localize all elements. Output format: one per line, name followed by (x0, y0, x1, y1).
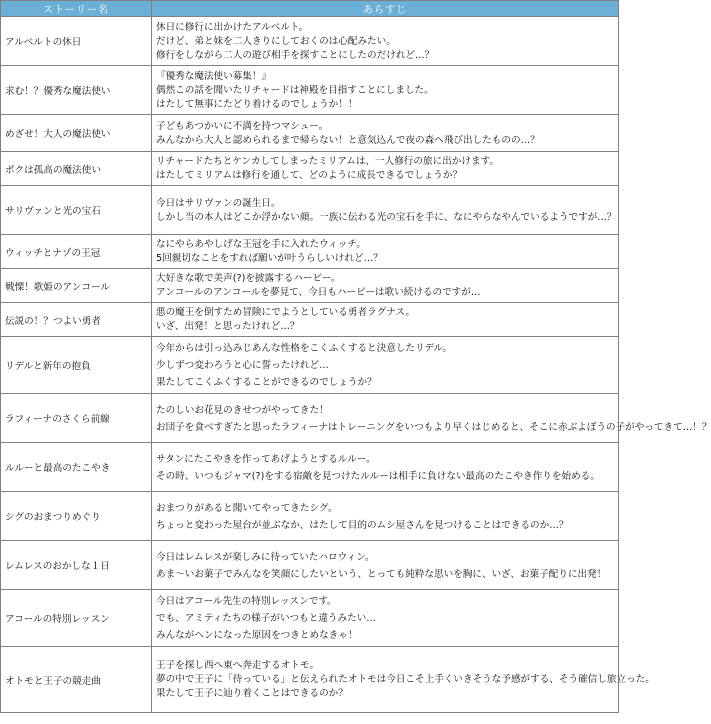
table-row (1, 235, 619, 269)
header-row (1, 1, 619, 17)
story-name: アコールの特別レッスン (1, 590, 152, 647)
story-name: 求む！？優秀な魔法使い (1, 66, 152, 115)
story-name: ラフィーナのさくら前線 (1, 394, 152, 443)
table-row (1, 186, 619, 235)
table-row (1, 152, 619, 186)
story-name: ウィッチとナゾの王冠 (1, 235, 152, 269)
table-row (1, 443, 619, 492)
synopsis-line: はたしてミリアムは修行を通して、どのように成長できるでしょうか？ (156, 170, 463, 181)
synopsis-line: 少しずつ変わろうと心に誓ったけれど… (156, 360, 329, 371)
story-name: めざせ！大人の魔法使い (1, 115, 152, 152)
synopsis-line: 5回親切なことをすれば願いが叶うらしいけれど…？ (156, 253, 383, 264)
story-name: ルルーと最高のたこやき (1, 443, 152, 492)
synopsis-line: お団子を食べすぎたと思ったラフィーナはトレーニングをいつもより早くはじめると、そこに赤ぶよぼうの子がやってきて…！？ (156, 421, 711, 433)
synopsis-cell (152, 17, 619, 66)
synopsis-line: なにやらあやしげな王冠を手に入れたウィッチ。 (156, 239, 366, 250)
story-name: ボクは孤高の魔法使い (1, 152, 152, 186)
synopsis-line: いざ、出発！と思ったけれど…？ (156, 321, 300, 332)
synopsis-cell (152, 303, 619, 337)
story-name: シグのおまつりめぐり (1, 492, 152, 541)
story-name: オトモと王子の競走曲 (1, 647, 152, 713)
table-row (1, 647, 619, 713)
table-row (1, 115, 619, 152)
synopsis-line: はたして無事にたどり着けるのでしょうか！！ (156, 98, 358, 110)
synopsis-line: サタンにたこやきを作ってあげようとするルルー。 (156, 453, 376, 465)
synopsis-cell (152, 186, 619, 235)
synopsis-line: アンコールのアンコールを夢見て、今日もハービーは歌い続けるのですが… (156, 287, 481, 298)
table-row (1, 66, 619, 115)
synopsis-line: 果たしてこくふくすることができるのでしょうか？ (156, 377, 377, 388)
synopsis-line: 子どもあつかいに不満を持つマシュー。 (156, 120, 329, 132)
synopsis-line: でも、アミティたちの様子がいつもと違うみたい… (156, 613, 376, 624)
table-row (1, 541, 619, 590)
synopsis-cell (152, 647, 655, 713)
synopsis-cell (152, 337, 619, 394)
story-name: リデルと新年の抱負 (1, 337, 152, 394)
synopsis-line: あま～いお菓子でみんなを笑顔にしたいという、とっても純粋な思いを胸に、いざ、お菓子配りに出発！ (156, 568, 607, 580)
synopsis-line: たのしいお花見のきせつがやってきた！ (156, 404, 329, 416)
synopsis-cell (152, 541, 619, 590)
synopsis-line: 今日はサリヴァンの誕生日。 (156, 197, 281, 209)
synopsis-cell (152, 235, 619, 269)
synopsis-cell (152, 115, 619, 152)
synopsis-cell (152, 269, 619, 303)
synopsis-line: 修行をしながら二人の遊び相手を探すことにしたのだけれど…？ (156, 49, 435, 61)
table-row (1, 337, 619, 394)
synopsis-line: みんながヘンになった原因をつきとめなきゃ！ (156, 630, 358, 641)
table-row (1, 269, 619, 303)
synopsis-line: おまつりがあると聞いてやってきたシグ。 (156, 502, 338, 514)
story-name: アルベルトの休日 (1, 17, 152, 66)
synopsis-cell (152, 590, 619, 647)
synopsis-cell (152, 443, 619, 492)
synopsis-line: みんなから大人と認められるまで帰らない！と意気込んで夜の森へ飛び出したものの…？ (156, 134, 540, 146)
story-name: サリヴァンと光の宝石 (1, 186, 152, 235)
synopsis-cell (152, 66, 619, 115)
synopsis-cell (152, 394, 711, 443)
story-name: 戦慄！歌姫のアンコール (1, 269, 152, 303)
synopsis-line: リチャードたちとケンカしてしまったミリアムは、一人修行の旅に出かけます。 (156, 156, 499, 167)
synopsis-line: しかし当の本人はどこか浮かない顔。一族に伝わる光の宝石を手に、なにやらなやんでいるようですが…？ (156, 211, 617, 223)
synopsis-line: 今年からは引っ込みじあんな性格をこくふくすると決意したリデル。 (156, 343, 452, 354)
synopsis-line: 王子を探し西へ東へ奔走するオトモ。 (156, 660, 319, 671)
header-synopsis: あらすじ (152, 1, 619, 17)
synopsis-line: ちょっと変わった屋台が並ぶなか、はたして目的のムシ屋さんを見つけることはできるのか…？ (156, 519, 569, 531)
synopsis-line: その時、いつもジャマ(?)をする宿敵を見つけたルルーは相手に負けない最高のたこやき作りを始める。 (156, 470, 600, 482)
table-row (1, 303, 619, 337)
synopsis-line: 今日はレムレスが楽しみに待っていたハロウィン。 (156, 551, 375, 563)
story-name: 伝説の！？つよい勇者 (1, 303, 152, 337)
table-row (1, 17, 619, 66)
synopsis-line: 今日はアコール先生の特別レッスンです。 (156, 596, 337, 607)
synopsis-line: 偶然この話を聞いたリチャードは神殿を目指すことにしました。 (156, 84, 434, 96)
synopsis-line: 夢の中で王子に「待っている」と伝えられたオトモは今日こそ上手くいきそうな予感がする、そう確信し旅立った。 (156, 674, 655, 685)
table-row (1, 492, 619, 541)
table-row (1, 394, 619, 443)
synopsis-line: 悪の魔王を倒すため冒険にでようとしている勇者ラグナス。 (156, 307, 415, 318)
synopsis-line: 『優秀な魔法使い募集！』 (156, 70, 272, 82)
synopsis-cell (152, 492, 619, 541)
synopsis-cell (152, 152, 619, 186)
synopsis-line: 大好きな歌で美声(?)を披露するハービー。 (156, 273, 341, 284)
header-story-name: ストーリー名 (1, 1, 152, 17)
synopsis-line: 休日に修行に出かけたアルベルト。 (156, 21, 309, 33)
story-name: レムレスのおかしな１日 (1, 541, 152, 590)
synopsis-line: 果たして王子に辿り着くことはできるのか？ (156, 688, 348, 699)
table-row (1, 590, 619, 647)
synopsis-line: だけど、弟と妹を二人きりにしておくのは心配みたい。 (156, 35, 396, 47)
